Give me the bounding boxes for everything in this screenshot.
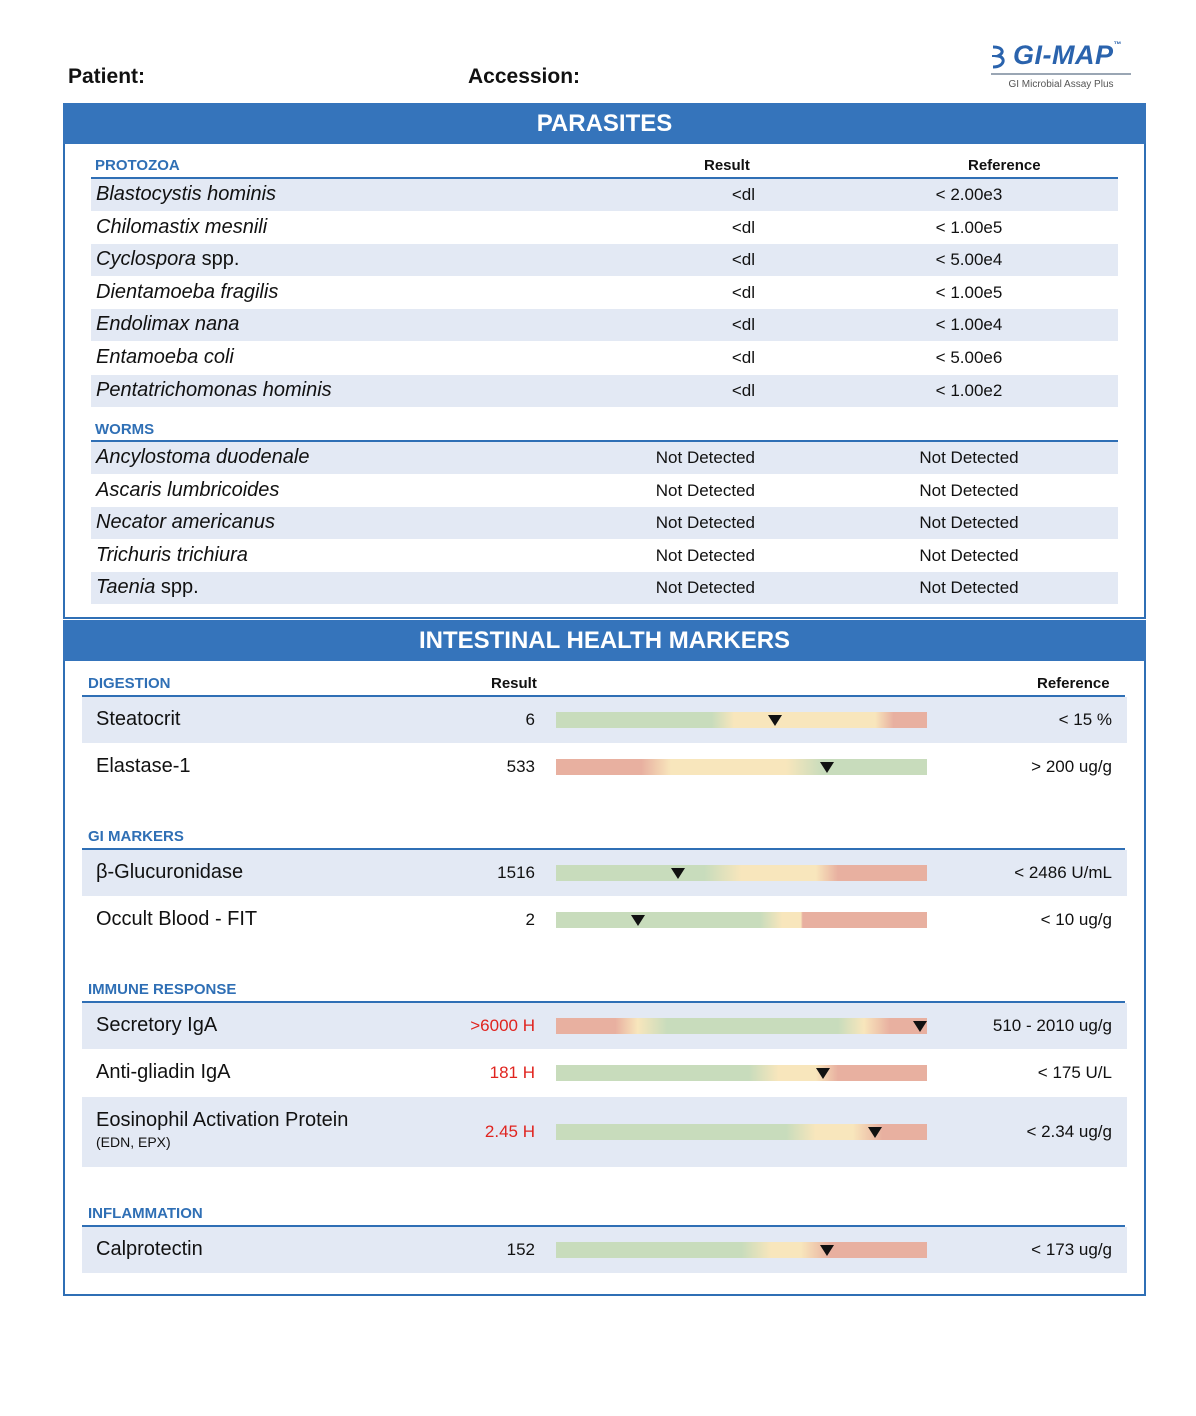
protozoa-row bbox=[91, 309, 1118, 341]
marker-result: 6 bbox=[525, 710, 535, 729]
marker-name: Steatocrit bbox=[96, 708, 181, 730]
marker-row bbox=[82, 697, 1127, 743]
worms-name-italic: Ancylostoma duodenale bbox=[96, 446, 310, 468]
protozoa-title: PROTOZOA bbox=[95, 157, 180, 174]
protozoa-row bbox=[91, 212, 1118, 244]
protozoa-result: <dl bbox=[731, 185, 755, 204]
protozoa-row bbox=[91, 244, 1118, 276]
markers-reference-header: Reference bbox=[1037, 675, 1110, 692]
marker-result: 1516 bbox=[497, 863, 535, 882]
worms-reference: Not Detected bbox=[919, 448, 1019, 467]
marker-row bbox=[82, 1050, 1127, 1096]
gauge-bar bbox=[556, 1242, 927, 1258]
worms-name-italic: Trichuris trichiura bbox=[96, 543, 248, 566]
gauge-marker-icon bbox=[820, 762, 834, 773]
marker-reference: < 10 ug/g bbox=[1040, 910, 1112, 929]
gauge-marker-icon bbox=[768, 715, 782, 726]
section-title: INFLAMMATION bbox=[88, 1205, 203, 1222]
marker-name: Eosinophil Activation Protein bbox=[96, 1109, 349, 1131]
protozoa-result: <dl bbox=[731, 250, 755, 270]
worms-reference: Not Detected bbox=[919, 545, 1019, 565]
gi-map-logo bbox=[987, 40, 1135, 95]
protozoa-reference: < 1.00e2 bbox=[935, 380, 1003, 400]
marker-name: Calprotectin bbox=[96, 1238, 203, 1260]
worms-reference: Not Detected bbox=[919, 480, 1019, 500]
marker-name: Anti-gliadin IgA bbox=[96, 1061, 231, 1083]
marker-subtitle: (EDN, EPX) bbox=[96, 1134, 171, 1150]
protozoa-name-italic: Entamoeba coli bbox=[96, 346, 234, 368]
protozoa-reference: < 1.00e5 bbox=[935, 282, 1003, 302]
gauge-marker-icon bbox=[913, 1021, 927, 1032]
logo-title: GI-MAP™ bbox=[1013, 40, 1122, 70]
worms-result: Not Detected bbox=[655, 545, 755, 565]
worms-result: Not Detected bbox=[655, 513, 755, 532]
worms-name bbox=[96, 544, 248, 567]
protozoa-result: <dl bbox=[731, 380, 755, 400]
marker-reference: < 2.34 ug/g bbox=[1026, 1122, 1112, 1141]
gauge-marker-icon bbox=[820, 1245, 834, 1256]
section-title: DIGESTION bbox=[88, 675, 171, 692]
worms-name-italic: Necator americanus bbox=[96, 511, 275, 533]
worms-row bbox=[91, 540, 1118, 572]
worms-name bbox=[96, 446, 309, 469]
marker-row bbox=[82, 1097, 1127, 1167]
gauge-bar bbox=[556, 912, 927, 928]
protozoa-name-italic: Chilomastix mesnili bbox=[96, 215, 268, 238]
marker-result: 2.45 H bbox=[484, 1122, 535, 1141]
marker-row bbox=[82, 850, 1127, 896]
gauge-marker-icon bbox=[631, 915, 645, 926]
worms-result: Not Detected bbox=[655, 448, 755, 467]
protozoa-name-italic: Dientamoeba fragilis bbox=[96, 280, 279, 303]
protozoa-name-suffix: spp. bbox=[196, 248, 240, 271]
protozoa-result: <dl bbox=[731, 282, 755, 302]
protozoa-name bbox=[96, 379, 332, 402]
protozoa-reference: < 5.00e6 bbox=[935, 348, 1003, 367]
protozoa-reference: < 1.00e5 bbox=[935, 217, 1003, 237]
marker-reference: 510 - 2010 ug/g bbox=[992, 1016, 1112, 1035]
worms-name bbox=[96, 576, 199, 599]
worms-reference: Not Detected bbox=[919, 578, 1019, 597]
marker-result: 181 H bbox=[489, 1063, 535, 1082]
protozoa-result: <dl bbox=[731, 348, 755, 367]
gauge-bar bbox=[556, 1124, 927, 1140]
worms-name bbox=[96, 511, 275, 534]
protozoa-name bbox=[96, 248, 239, 271]
parasites-reference-header: Reference bbox=[968, 157, 1041, 174]
marker-name: Occult Blood - FIT bbox=[96, 908, 258, 930]
protozoa-name bbox=[96, 183, 276, 206]
worms-row bbox=[91, 475, 1118, 507]
worms-result: Not Detected bbox=[655, 480, 755, 500]
gauge-marker-icon bbox=[868, 1127, 882, 1138]
protozoa-row bbox=[91, 277, 1118, 309]
marker-reference: < 175 U/L bbox=[1037, 1063, 1112, 1082]
protozoa-result: <dl bbox=[731, 217, 755, 237]
logo-mark-icon bbox=[989, 44, 1011, 70]
marker-result: 2 bbox=[525, 910, 535, 929]
marker-result: 533 bbox=[506, 757, 535, 776]
protozoa-name-italic: Pentatrichomonas hominis bbox=[96, 378, 332, 401]
marker-row bbox=[82, 744, 1127, 790]
marker-reference: < 15 % bbox=[1058, 710, 1112, 729]
marker-name: Elastase-1 bbox=[96, 755, 191, 777]
patient-label: Patient: bbox=[68, 65, 146, 88]
section-title: GI MARKERS bbox=[88, 828, 184, 845]
marker-row bbox=[82, 897, 1127, 943]
protozoa-name bbox=[96, 346, 234, 369]
protozoa-reference: < 5.00e4 bbox=[935, 250, 1003, 270]
protozoa-name bbox=[96, 216, 267, 239]
accession-label: Accession: bbox=[468, 65, 581, 88]
worms-name-italic: Ascaris lumbricoides bbox=[96, 478, 280, 501]
protozoa-name-italic: Endolimax nana bbox=[96, 313, 240, 336]
gauge-marker-icon bbox=[671, 868, 685, 879]
markers-result-header: Result bbox=[491, 675, 537, 692]
marker-name: Secretory IgA bbox=[96, 1014, 218, 1036]
logo-divider bbox=[991, 73, 1131, 75]
worms-reference: Not Detected bbox=[919, 513, 1019, 532]
protozoa-reference: < 1.00e4 bbox=[935, 315, 1003, 335]
worms-name bbox=[96, 479, 279, 502]
marker-reference: < 2486 U/mL bbox=[1014, 863, 1112, 882]
section-title: IMMUNE RESPONSE bbox=[88, 981, 237, 998]
worms-row bbox=[91, 442, 1118, 474]
gauge-bar bbox=[556, 1065, 927, 1081]
protozoa-row bbox=[91, 179, 1118, 211]
protozoa-result: <dl bbox=[731, 315, 755, 335]
marker-result: 152 bbox=[506, 1240, 535, 1259]
logo-subtitle: GI Microbial Assay Plus bbox=[1008, 79, 1114, 90]
worms-row bbox=[91, 507, 1118, 539]
intestinal-band: INTESTINAL HEALTH MARKERS bbox=[63, 620, 1146, 661]
parasites-result-header: Result bbox=[704, 157, 750, 174]
marker-row bbox=[82, 1227, 1127, 1273]
protozoa-name-italic: Cyclospora bbox=[96, 248, 197, 271]
marker-reference: < 173 ug/g bbox=[1031, 1240, 1112, 1259]
protozoa-row bbox=[91, 342, 1118, 374]
protozoa-name bbox=[96, 281, 278, 304]
protozoa-name-italic: Blastocystis hominis bbox=[96, 183, 277, 205]
worms-result: Not Detected bbox=[655, 578, 755, 597]
protozoa-name bbox=[96, 313, 239, 336]
marker-row bbox=[82, 1003, 1127, 1049]
protozoa-row bbox=[91, 375, 1118, 407]
gauge-bar bbox=[556, 865, 927, 881]
gauge-bar bbox=[556, 759, 927, 775]
gauge-bar bbox=[556, 712, 927, 728]
worms-name-italic: Taenia bbox=[96, 576, 156, 598]
marker-reference: > 200 ug/g bbox=[1031, 757, 1112, 776]
marker-name: β-Glucuronidase bbox=[96, 861, 244, 883]
gauge-marker-icon bbox=[816, 1068, 830, 1079]
marker-result: >6000 H bbox=[470, 1016, 535, 1035]
protozoa-reference: < 2.00e3 bbox=[935, 185, 1003, 204]
parasites-band: PARASITES bbox=[63, 103, 1146, 144]
worms-title: WORMS bbox=[95, 421, 155, 438]
worms-row bbox=[91, 572, 1118, 604]
gauge-bar bbox=[556, 1018, 927, 1034]
worms-name-suffix: spp. bbox=[155, 576, 199, 598]
